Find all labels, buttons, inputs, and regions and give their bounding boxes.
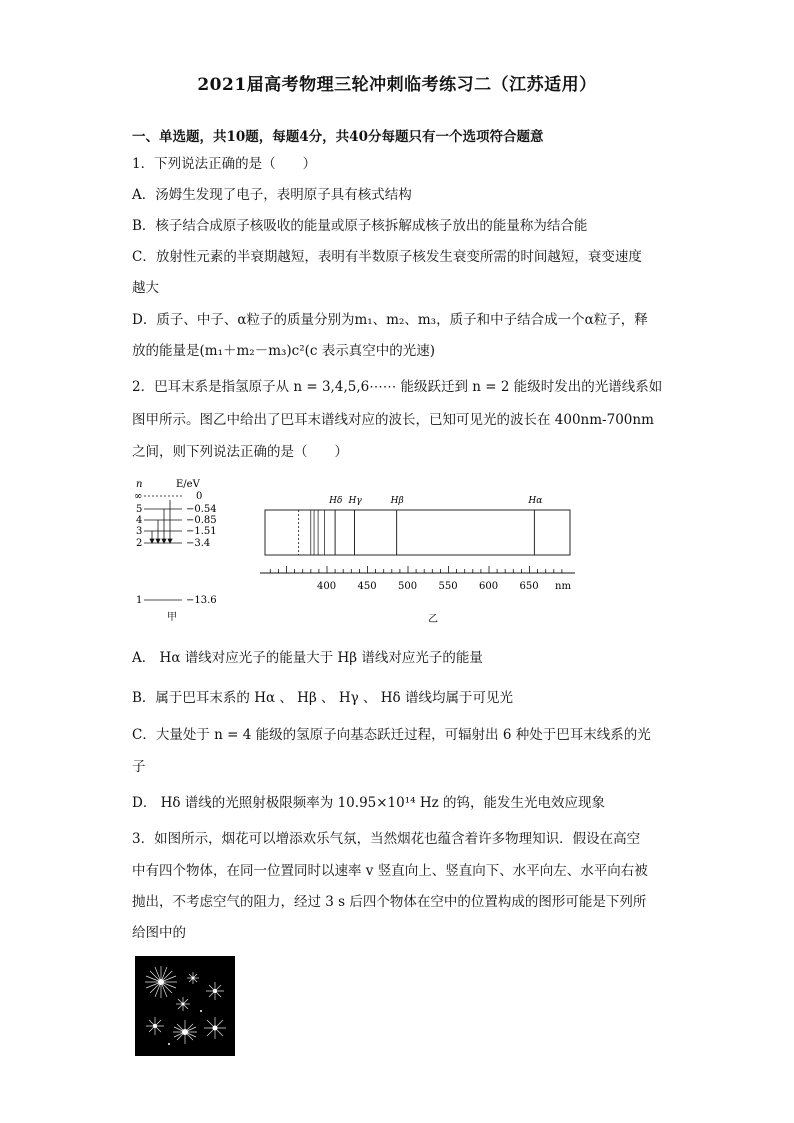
tick-labels: [317, 581, 539, 592]
axis-unit: nm: [555, 581, 571, 592]
q2-option-a: A． Hα 谱线对应光子的能量大于 Hβ 谱线对应光子的能量: [132, 650, 483, 666]
energy-axis-label: E/eV: [176, 479, 200, 490]
level-e-1: −13.6: [186, 595, 217, 606]
section-heading: 一、单选题，共10题，每题4分，共40分每题只有一个选项符合题意: [132, 129, 544, 145]
level-n-2: 2: [136, 538, 143, 549]
level-n-1: 1: [136, 595, 143, 606]
spectral-line-label-0: Hδ: [329, 496, 343, 506]
q3-stem: 3．如图所示，烟花可以增添欢乐气氛，当然烟花也蕴含着许多物理知识．假设在高空: [132, 831, 641, 847]
diagram-a-caption: 甲: [167, 612, 177, 623]
level-e-5: −0.54: [186, 504, 217, 515]
n-axis-label: n: [136, 479, 143, 490]
diagram-b-caption: 乙: [428, 614, 438, 625]
tick-label-4: 600: [479, 581, 499, 592]
q2-option-d: D． Hδ 谱线的光照射极限频率为 10.95×10¹⁴ Hz 的钨，能发生光电效应现象: [132, 795, 606, 811]
energy-level-diagram: [130, 476, 235, 626]
q2-stem: 2．巴耳末系是指氢原子从 n = 3,4,5,6⋯⋯ 能级跃迁到 n = 2 能级时发出的光谱线系如: [132, 379, 663, 395]
q3-stem-cont2: 抛出，不考虑空气的阻力，经过 3 s 后四个物体在空中的位置构成的图形可能是下列所: [132, 894, 647, 910]
tick-label-1: 450: [357, 581, 377, 592]
tick-label-2: 500: [398, 581, 418, 592]
fireworks-image: [135, 956, 235, 1056]
tick-label-0: 400: [317, 581, 337, 592]
q1-option-c: C．放射性元素的半衰期越短，表明有半数原子核发生衰变所需的时间越短，衰变速度: [132, 249, 642, 265]
q3-stem-cont3: 给图中的: [132, 925, 186, 941]
q2-option-c: C．大量处于 n = 4 能级的氢原子向基态跃迁过程，可辐射出 6 种处于巴耳末线系的光: [132, 727, 651, 743]
level-e-inf: 0: [196, 491, 203, 502]
q2-stem-cont1: 图甲所示。图乙中给出了巴耳末谱线对应的波长，已知可见光的波长在 400nm-700nm: [132, 412, 654, 428]
spectral-line-label-3: Hα: [528, 496, 543, 506]
q2-stem-cont2: 之间，则下列说法正确的是（ ）: [132, 444, 348, 460]
level-n-inf: ∞: [134, 491, 143, 502]
q1-option-d: D．质子、中子、α粒子的质量分别为m₁、m₂、m₃，质子和中子结合成一个α粒子，释: [132, 312, 648, 328]
q1-option-c-cont: 越大: [132, 280, 159, 296]
level-e-4: −0.85: [186, 515, 217, 526]
spectral-lines: [299, 510, 535, 555]
level-n-4: 4: [136, 515, 143, 526]
q2-option-c-cont: 子: [132, 759, 146, 775]
q1-option-a: A．汤姆生发现了电子，表明原子具有核式结构: [132, 187, 412, 203]
q1-option-d-cont: 放的能量是(m₁＋m₂－m₃)c²(c 表示真空中的光速): [132, 343, 436, 359]
q3-stem-cont1: 中有四个物体，在同一位置同时以速率 v 竖直向上、竖直向下、水平向左、水平向右被: [132, 863, 648, 879]
axis-ticks: [270, 566, 562, 573]
document-title: 2021届高考物理三轮冲刺临考练习二（江苏适用）: [197, 75, 597, 95]
q2-option-b: B．属于巴耳末系的 Hα 、 Hβ 、 Hγ 、 Hδ 谱线均属于可见光: [132, 690, 513, 706]
spectral-line-label-1: Hγ: [348, 496, 362, 506]
transition-arrows: [150, 500, 172, 543]
q1-option-b: B．核子结合成原子核吸收的能量或原子核拆解成核子放出的能量称为结合能: [132, 218, 588, 234]
level-e-2: −3.4: [186, 538, 211, 549]
tick-label-5: 650: [519, 581, 539, 592]
level-n-3: 3: [136, 526, 143, 537]
balmer-spectrum-diagram: [255, 488, 585, 628]
level-n-5: 5: [136, 504, 143, 515]
level-e-3: −1.51: [186, 526, 217, 537]
spectral-line-labels: [328, 496, 542, 506]
tick-label-3: 550: [438, 581, 458, 592]
spectral-line-label-2: Hβ: [390, 496, 404, 506]
q1-stem: 1．下列说法正确的是（ ）: [132, 156, 317, 172]
